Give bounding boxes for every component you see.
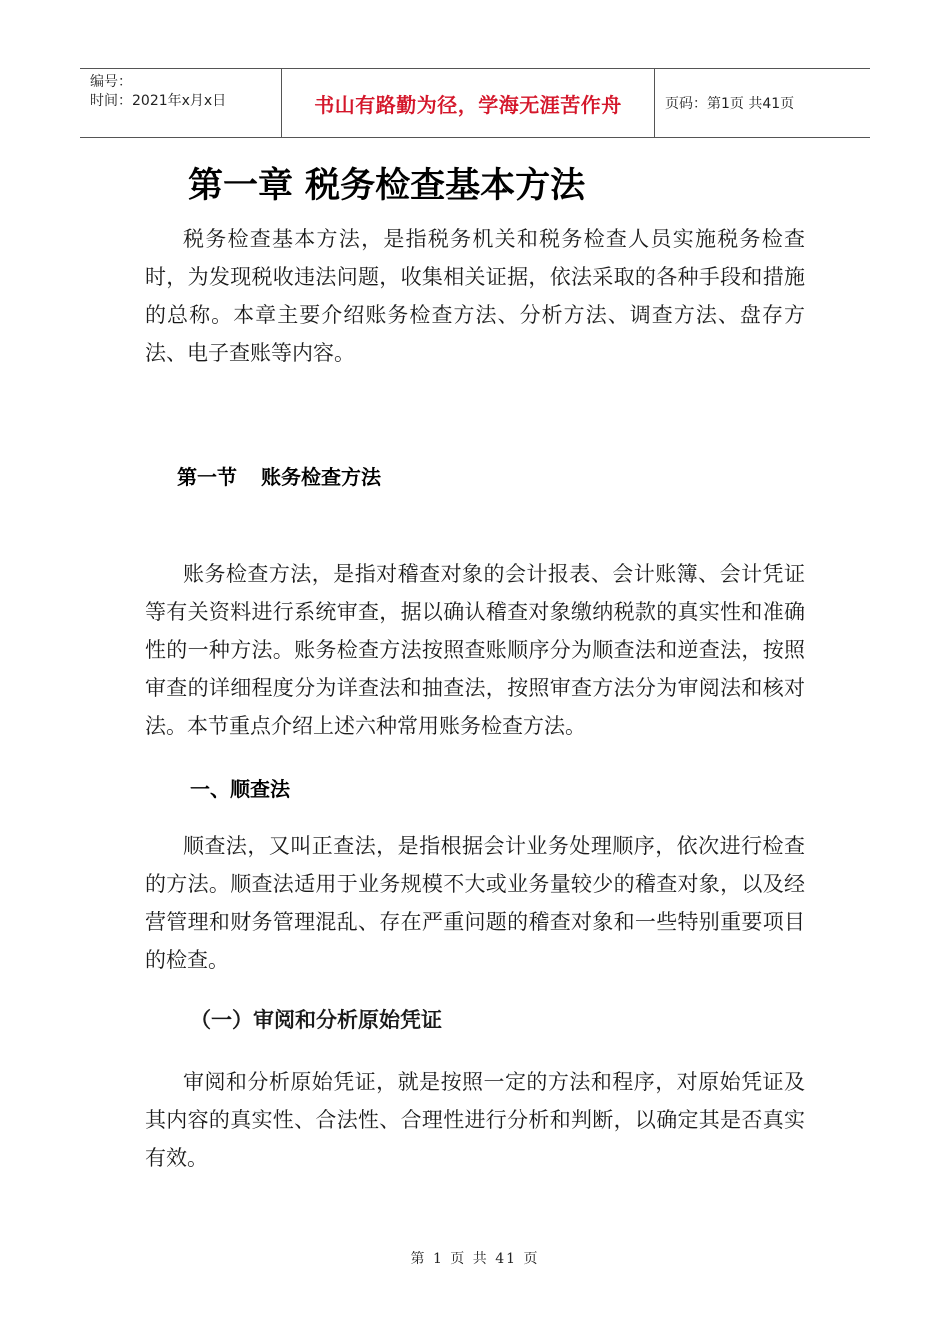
- section-title: [177, 461, 381, 490]
- time-label: 时间：2021年x月x日: [90, 93, 227, 109]
- subsection-title: 一、顺查法: [190, 777, 290, 801]
- section-name: 账务检查方法: [261, 465, 381, 489]
- section-paragraph: 账务检查方法，是指对稽查对象的会计报表、会计账簿、会计凭证等有关资料进行系统审查，据以确认稽查对象缴纳税款的真实性和准确性的一种方法。账务检查方法按照查账顺序分为顺查法和逆查法，按照审查的详细程度分为详查法和抽查法，按照审查方法分为审阅法和核对法。本节重点介绍上述六种常用账务检查方法。: [145, 562, 805, 738]
- motto-text: 书山有路勤为径，学海无涯苦作舟: [314, 92, 622, 117]
- motto-cell: [282, 69, 655, 137]
- chapter-title: 第一章 税务检查基本方法: [188, 166, 586, 206]
- number-label: 编号：: [90, 74, 132, 90]
- page-info: 页码：第1页 共41页: [665, 96, 795, 112]
- subsection-paragraph: 顺查法，又叫正查法，是指根据会计业务处理顺序，依次进行检查的方法。顺查法适用于业务规模不大或业务量较少的稽查对象，以及经营管理和财务管理混乱、存在严重问题的稽查对象和一些特别重要项目的检查。: [145, 834, 805, 972]
- subsubsection-paragraph: 审阅和分析原始凭证，就是按照一定的方法和程序，对原始凭证及其内容的真实性、合法性、合理性进行分析和判断，以确定其是否真实有效。: [145, 1070, 805, 1170]
- intro-paragraph: 税务检查基本方法，是指税务机关和税务检查人员实施税务检查时，为发现税收违法问题，收集相关证据，依法采取的各种手段和措施的总称。本章主要介绍账务检查方法、分析方法、调查方法、盘存方法、电子查账等内容。: [145, 227, 805, 365]
- page-info-cell: [655, 69, 870, 137]
- section-number: 第一节: [177, 465, 237, 489]
- header-table: [80, 68, 870, 138]
- subsubsection-title: （一）审阅和分析原始凭证: [190, 1007, 442, 1032]
- header-meta-cell: [80, 69, 282, 137]
- page-footer: 第 1 页 共 41 页: [410, 1251, 540, 1267]
